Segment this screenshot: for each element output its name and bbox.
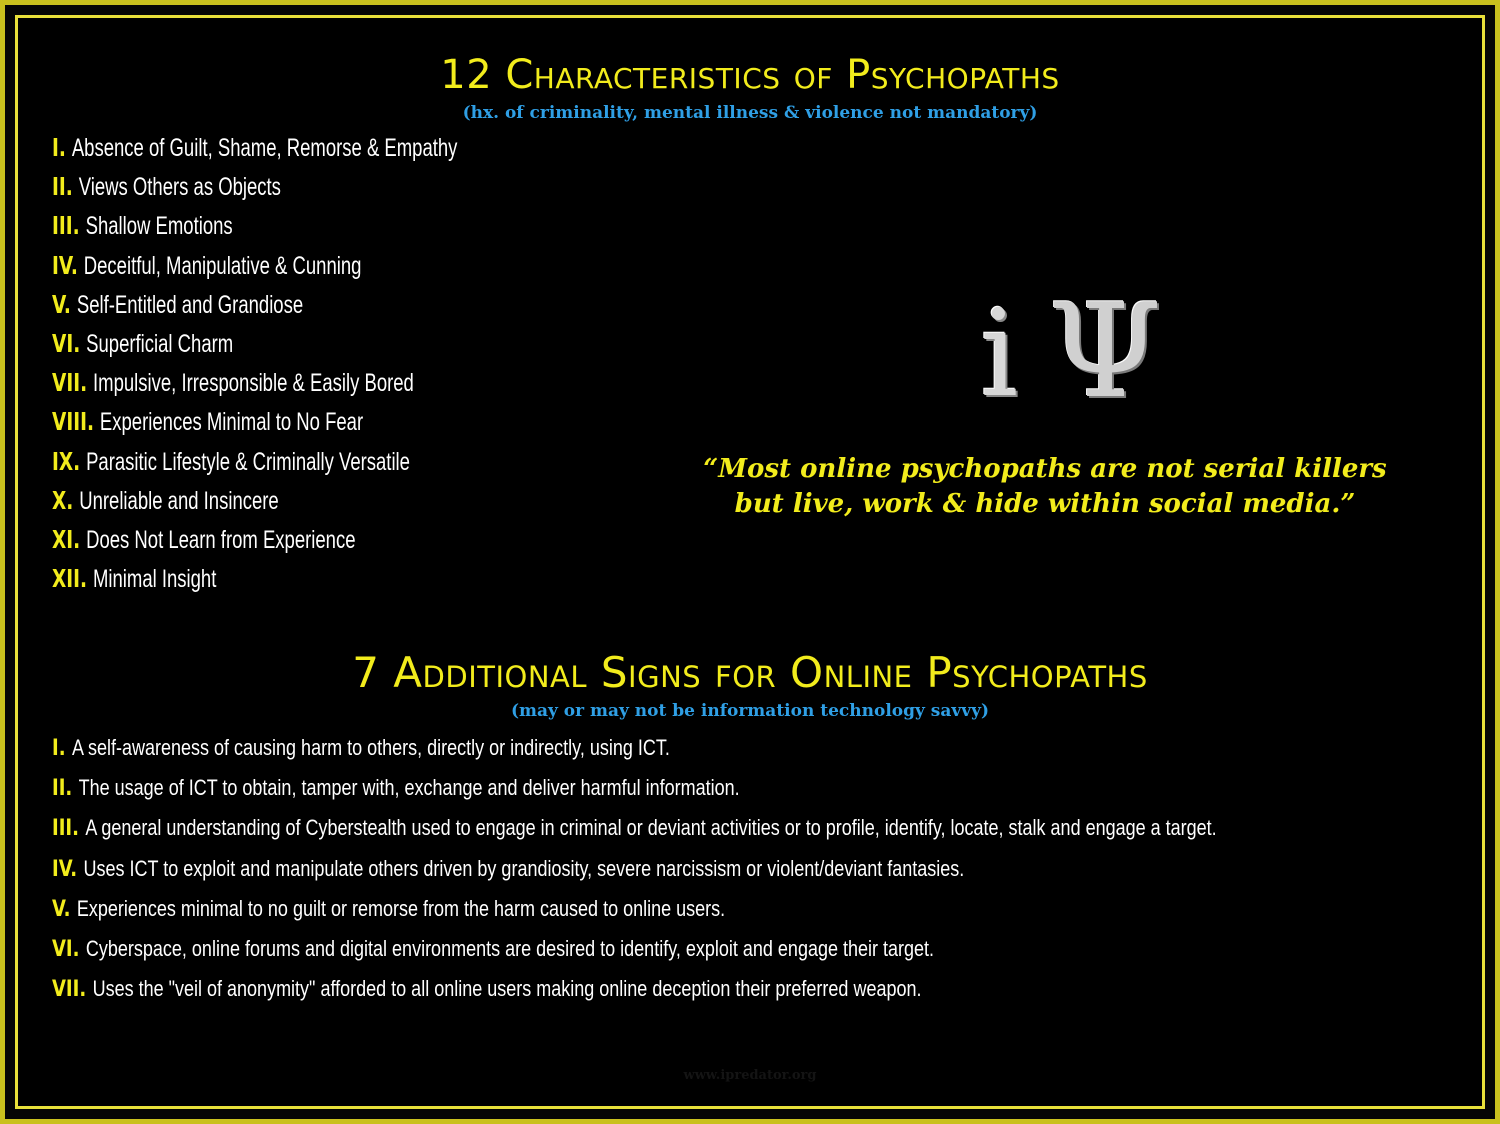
list-item <box>52 326 600 365</box>
list-item <box>52 808 1412 848</box>
list-item <box>52 849 1412 889</box>
item-text: Does Not Learn from Experience <box>86 525 356 554</box>
item-number: XI. <box>52 524 81 554</box>
item-text: Parasitic Lifestyle & Criminally Versatile <box>86 447 410 476</box>
item-number: II. <box>52 172 73 202</box>
list-item <box>52 728 1412 768</box>
item-number: VII. <box>52 368 88 398</box>
item-text: Unreliable and Insincere <box>79 486 279 515</box>
section2-title: 7 Additional Signs for Online Psychopaths <box>352 648 1148 697</box>
item-text: Superficial Charm <box>86 329 234 358</box>
list-item <box>52 365 600 404</box>
list-item <box>52 889 1412 929</box>
list-item <box>52 483 600 522</box>
item-text: Views Others as Objects <box>78 173 281 202</box>
item-number: III. <box>52 211 80 241</box>
item-text: Experiences Minimal to No Fear <box>99 408 364 437</box>
list-item <box>52 522 600 561</box>
list-item <box>52 248 600 287</box>
watermark-url: www.ipredator.org <box>683 1068 817 1083</box>
item-text: Impulsive, Irresponsible & Easily Bored <box>93 369 414 398</box>
item-number: X. <box>52 485 74 515</box>
section1-title: 12 Characteristics of Psychopaths <box>440 52 1060 98</box>
list-item <box>52 404 600 443</box>
item-text: Absence of Guilt, Shame, Remorse & Empathy <box>71 134 458 162</box>
item-text: Minimal Insight <box>92 565 217 594</box>
item-number: II. <box>52 775 73 802</box>
item-text: Shallow Emotions <box>85 212 233 241</box>
item-text: A general understanding of Cyberstealth used to engage in criminal or deviant activities or to profile, identify, locate, stalk and engage a target. <box>85 815 1217 841</box>
logo-letter-i: i <box>980 285 1019 424</box>
section2-subtitle: (may or may not be information technology savvy) <box>510 701 990 721</box>
characteristics-list <box>52 130 600 600</box>
online-signs-list <box>52 728 1412 1009</box>
item-number: VI. <box>52 936 80 963</box>
item-number: I. <box>52 133 66 162</box>
list-item <box>52 768 1412 808</box>
item-number: VII. <box>52 976 87 1003</box>
item-number: IV. <box>52 250 78 280</box>
item-text: Deceitful, Manipulative & Cunning <box>83 251 362 280</box>
list-item <box>52 130 600 169</box>
item-text: Uses ICT to exploit and manipulate others driven by grandiosity, severe narcissism or violent/deviant fantasies. <box>83 855 965 881</box>
list-item <box>52 208 600 247</box>
list-item <box>52 561 600 600</box>
psi-icon: Ψ <box>1048 275 1163 427</box>
item-text: A self-awareness of causing harm to others, directly or indirectly, using ICT. <box>71 735 670 760</box>
item-text: Cyberspace, online forums and digital environments are desired to identify, exploit and engage their target. <box>85 936 935 962</box>
list-item <box>52 969 1412 1009</box>
item-number: I. <box>52 735 66 761</box>
list-item <box>52 287 600 326</box>
item-text: Uses the "veil of anonymity" afforded to all online users making online deception their preferred weapon. <box>92 976 922 1002</box>
list-item <box>52 929 1412 969</box>
list-item <box>52 444 600 483</box>
ipredator-logo <box>980 275 1180 427</box>
quote-text: “Most online psychopaths are not serial killers but live, work & hide within social media.” <box>703 454 1387 519</box>
item-text: The usage of ICT to obtain, tamper with, exchange and deliver harmful information. <box>78 775 740 801</box>
item-number: VI. <box>52 328 81 358</box>
item-number: IV. <box>52 855 78 882</box>
item-text: Self-Entitled and Grandiose <box>76 290 304 319</box>
item-number: IX. <box>52 446 81 476</box>
section1-subtitle: (hx. of criminality, mental illness & violence not mandatory) <box>462 103 1038 123</box>
list-item <box>52 169 600 208</box>
item-number: III. <box>52 815 79 842</box>
item-text: Experiences minimal to no guilt or remorse from the harm caused to online users. <box>76 895 726 921</box>
item-number: V. <box>52 895 71 922</box>
item-number: V. <box>52 289 71 319</box>
item-number: VIII. <box>52 407 95 437</box>
item-number: XII. <box>52 564 88 594</box>
